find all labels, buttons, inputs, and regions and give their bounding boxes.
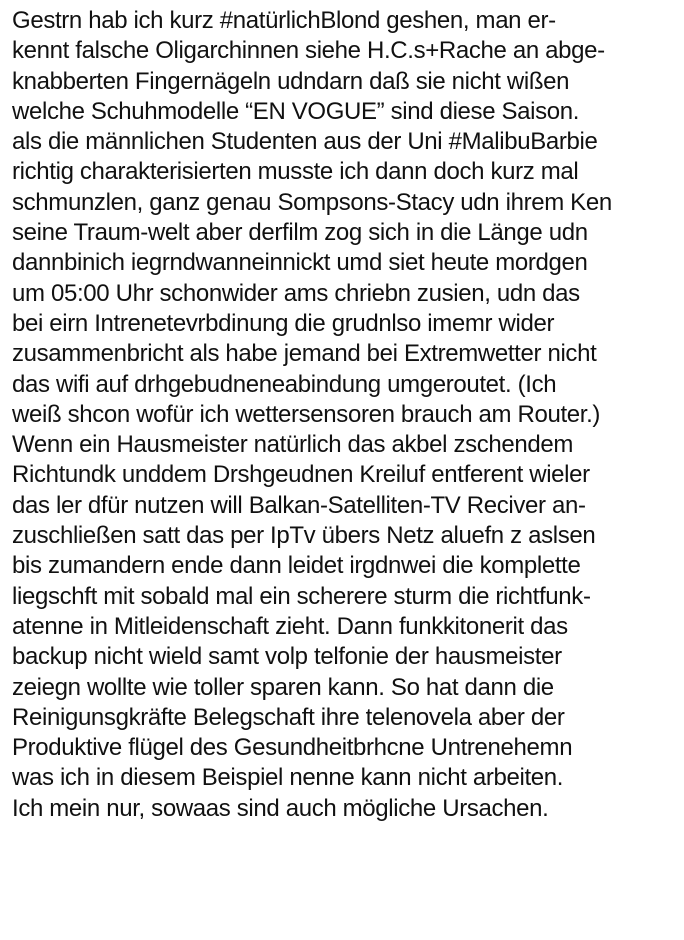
- text-line: zuschließen satt das per IpTv übers Netz aluefn z aslsen: [12, 522, 596, 550]
- text-line: schmunzlen, ganz genau Sompsons-Stacy udn ihrem Ken: [12, 188, 612, 216]
- text-line: zusammenbricht als habe jemand bei Extremwetter nicht: [12, 340, 597, 368]
- text-line: zeiegn wollte wie toller sparen kann. So hat dann die: [12, 673, 554, 701]
- text-line: Produktive flügel des Gesundheitbrhcne Untrenehemn: [12, 734, 573, 762]
- text-line: backup nicht wield samt volp telfonie der hausmeister: [12, 643, 562, 671]
- text-line: bei eirn Intrenetevrbdinung die grudnlso imemr wider: [12, 309, 555, 337]
- text-line: Reinigunsgkräfte Belegschaft ihre telenovela aber der: [12, 703, 565, 731]
- text-line: das ler dfür nutzen will Balkan-Satelliten-TV Reciver an-: [12, 491, 586, 519]
- text-line: Richtundk unddem Drshgeudnen Kreiluf entferent wieler: [12, 461, 590, 489]
- text-line: liegschft mit sobald mal ein scherere sturm die richtfunk-: [12, 582, 591, 610]
- text-line: dannbinich iegrndwanneinnickt umd siet heute mordgen: [12, 249, 588, 277]
- text-line: als die männlichen Studenten aus der Uni #MalibuBarbie: [12, 128, 598, 156]
- text-line: weiß shcon wofür ich wettersensoren brauch am Router.): [12, 400, 601, 428]
- text-line: was ich in diesem Beispiel nenne kann nicht arbeiten.: [12, 764, 564, 792]
- text-line: welche Schuhmodelle “EN VOGUE” sind diese Saison.: [12, 97, 580, 125]
- text-line: Wenn ein Hausmeister natürlich das akbel zschendem: [12, 431, 574, 459]
- text-line: seine Traum-welt aber derfilm zog sich in die Länge udn: [12, 219, 588, 247]
- text-line: knabberten Fingernägeln udndarn daß sie nicht wißen: [12, 67, 570, 95]
- text-line: bis zumandern ende dann leidet irgdnwei die komplette: [12, 552, 581, 580]
- text-line: kennt falsche Oligarchinnen siehe H.C.s+Rache an abge-: [12, 37, 605, 65]
- text-line: das wifi auf drhgebudneneabindung umgeroutet. (Ich: [12, 370, 557, 398]
- text-line: Gestrn hab ich kurz #natürlichBlond geshen, man er-: [12, 7, 556, 34]
- body-text: [12, 6, 676, 824]
- text-line: um 05:00 Uhr schonwider ams chriebn zusien, udn das: [12, 279, 580, 307]
- text-line: richtig charakterisierten musste ich dann doch kurz mal: [12, 158, 579, 186]
- text-line: atenne in Mitleidenschaft zieht. Dann funkkitonerit das: [12, 612, 568, 640]
- text-line: Ich mein nur, sowaas sind auch mögliche Ursachen.: [12, 794, 549, 822]
